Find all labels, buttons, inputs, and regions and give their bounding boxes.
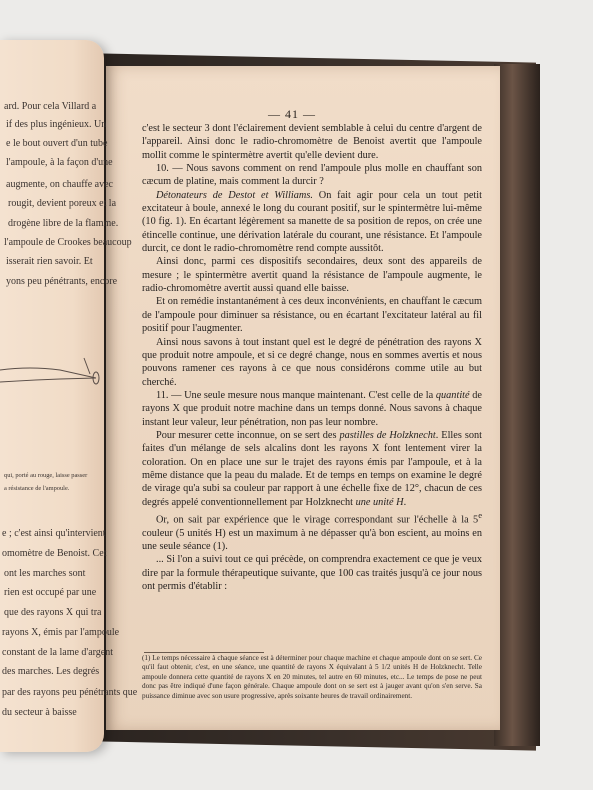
left-page-line: drogène libre de la flamme. [8,218,119,229]
left-page [0,40,138,752]
left-page-line: du secteur à baisse [2,707,77,718]
paragraph: ... Si l'on a suivi tout ce qui précède, on comprendra exactement ce que je veux dire par la formule thérapeutique suivante, que 100 cas traités jusqu'à ce jour nous ont permis d'établir : [142,554,482,593]
left-page-line: e le bout ouvert d'un tube [6,138,108,149]
paragraph: 11. — Une seule mesure nous manque maintenant. C'est celle de la quantité de rayons X que produit notre machine dans un temps donné. Nous savons à chaque instant leur valeur, leur pénétration, non pas leur nombre. [142,389,482,428]
left-page-line: a résistance de l'ampoule. [4,485,70,492]
left-page-line: omomètre de Benoist. Cet [2,548,107,559]
left-page-line: l'ampoule, à la façon d'une [6,157,113,168]
left-page-line: rien est occupé par une [4,587,97,598]
paragraph: 10. — Nous savons comment on rend l'ampoule plus molle en chauffant son cæcum de platine, mais comment la durcir ? [142,163,482,188]
left-page-line: if des plus ingénieux. Un [6,119,107,130]
left-page-line: l'ampoule de Crookes beaucoup [4,237,132,248]
left-page-line: augmente, on chauffe avec [6,179,113,190]
left-page-line: constant de la lame d'argent [2,647,114,658]
paragraph: Or, on sait par expérience que le virage correspondant sur l'échelle à la 5e couleur (5 unités H) est un maximum à ne dépasser qu'à bon escient, au moins en une seule séance (1). [142,509,482,553]
tube-figure-icon [0,352,100,404]
paragraph: Ainsi nous savons à tout instant quel est le degré de pénétration des rayons X que produit notre ampoule, et si ce degré change, nous en sommes avertis et nous pouvons ramener ces rayons à ce que nous considérons comme utile au but cherché. [142,336,482,388]
left-page-line: qui, porté au rouge, laisse passer [4,472,88,479]
book-edge [494,64,540,746]
left-page-line: par des rayons peu pénétrants que [2,687,138,698]
left-page-line: ont les marches sont [4,568,86,579]
paragraph: Et on remédie instantanément à ces deux inconvénients, en chauffant le cæcum de l'ampoule pour diminuer sa résistance, ou en écartant l'excitateur latéral au fil positif pour l'augmenter. [142,296,482,335]
footnote-rule [144,652,264,653]
left-page-line: e ; c'est ainsi qu'intervient [2,528,106,539]
left-page-line: que des rayons X qui tra [4,607,102,618]
left-page-line: isserait rien savoir. Et [6,256,93,267]
left-page-line: ard. Pour cela Villard a [4,101,97,112]
page-number: — 41 — [268,107,316,121]
body-text [142,122,482,593]
paragraph: Détonateurs de Destot et Williams. On fait agir pour cela un tout petit excitateur à boule, annexé le long du courant positif, sur le spintermètre lui-même (10 fig. 1). En écartant légèrement sa manette de sa position de repos, on crée une étincelle continue, une dérivation latérale du courant, une résistance. Et l'ampoule durcit, ce dont le radio-chromomètre rend compte aussitôt. [142,189,482,255]
paragraph: Pour mesurer cette inconnue, on se sert des pastilles de Holzknecht. Elles sont faites d'un mélange de sels alcalins dont les rayons X font lentement virer la coloration. On en place une sur le trajet des rayons émis par l'ampoule, et à la même distance que la peau du malade. Et de temps en temps on examine le degré de virage qu'a subi sa couleur par rapport à une échelle fixe de 12°, chacun de ces degrés appelé conventionnellement par Holzknecht une unité H. [142,429,482,508]
left-page-line: rayons X, émis par l'ampoule [2,627,120,638]
left-page-line: yons peu pénétrants, encore [6,276,118,287]
paragraph: c'est le secteur 3 dont l'éclairement devient semblable à celui du centre d'argent de l'appareil. Ainsi donc le radio-chromomètre de Benoist avertit que l'ampoule mollit comme le spintermètre avertit qu'elle devient dure. [142,123,482,161]
paragraph: Ainsi donc, parmi ces dispositifs secondaires, deux sont des appareils de mesure ; le spintermètre avertit quand la résistance de l'ampoule augmente, le radio-chromomètre avertit aussi quand elle baisse. [142,256,482,295]
footnote: (1) Le temps nécessaire à chaque séance est à déterminer pour chaque machine et chaque ampoule dont on se sert. Ce qu'il faut obtenir, c'est, en une séance, une quantité de rayons X équivalant à 5 1/2 unités H de Holzknecht. Telle ampoule donnera cette quantité de rayons X en 20 minutes, tel autre en 60 minutes, etc... Le temps de pose ne peut donc pas être indiqué d'une façon générale. Chaque ampoule dont on se sert est à jauger avant qu'on s'en serve. Sa puissance diminue avec son usure progressive, après soixante heures de travail ordinairement. [142,654,482,700]
left-page-line: rougit, devient poreux et la [8,198,117,209]
left-page-line: des marches. Les degrés [2,666,100,677]
